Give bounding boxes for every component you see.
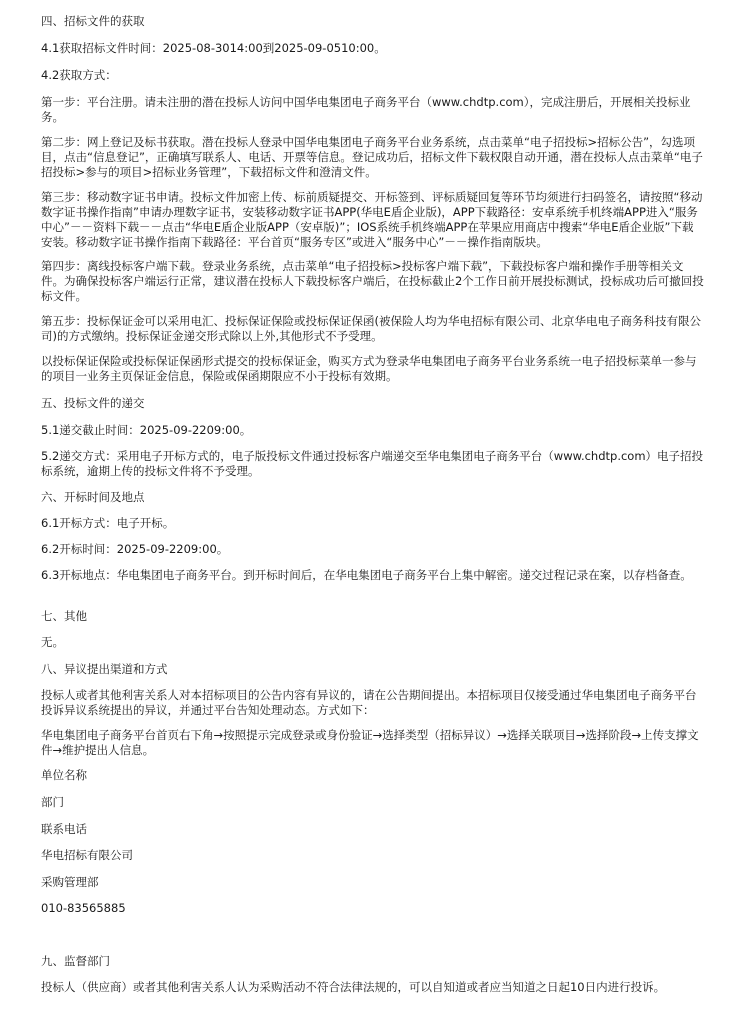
- section-5-heading: 五、投标文件的递交: [41, 396, 145, 410]
- step-3-paragraph: 第三步：移动数字证书申请。投标文件加密上传、标前质疑提交、开标签到、评标质疑回复等环节均须进行扫码签名，请按照“移动数字证书操作指南”申请办理数字证书，安装移动数字证书APP(华电E盾企业版)，APP下载路径：安卓系统手机终端APP进入“服务中心”－－资料下载－－点击“华电E盾企业版APP（安卓版)”；IOS系统手机终端APP在苹果应用商店中搜索“华电E盾企业版”下载安装。移动数字证书操作指南下载路径：平台首页“服务专区”或进入“服务中心”－－操作指南版块。: [41, 190, 703, 249]
- step-4-paragraph: 第四步：离线投标客户端下载。登录业务系统，点击菜单“电子招投标>投标客户端下载”，下载投标客户端和操作手册等相关文件。为确保投标客户端运行正常，建议潜在投标人下载投标客户端后，在投标截止2个工作日前开展投标测试，投标成功后可撤回投标文件。: [41, 259, 704, 303]
- section-6-3: 6.3开标地点：华电集团电子商务平台。到开标时间后，在华电集团电子商务平台上集中解密。递交过程记录在案，以存档备查。: [41, 568, 692, 582]
- unit-name-label: 单位名称: [41, 768, 87, 782]
- section-7-heading: 七、其他: [41, 609, 87, 623]
- section-6-1: 6.1开标方式：电子开标。: [41, 516, 175, 530]
- section-7-text: 无。: [41, 635, 64, 649]
- section-4-1: 4.1获取招标文件时间：2025-08-3014:00到2025-09-0510:00。: [41, 41, 386, 55]
- contact-phone-label: 联系电话: [41, 822, 87, 836]
- section-8-paragraph-2: 华电集团电子商务平台首页右下角→按照提示完成登录或身份验证→选择类型（招标异议）→选择关联项目→选择阶段→上传支撑文件→维护提出人信息。: [41, 728, 699, 757]
- step-5-paragraph: 第五步：投标保证金可以采用电汇、投标保证保险或投标保证保函(被保险人均为华电招标有限公司、北京华电电子商务科技有限公司)的方式缴纳。投标保证金递交形式除以上外,其他形式不予受理。: [41, 314, 701, 343]
- section-4-2: 4.2获取方式：: [41, 68, 117, 82]
- section-8-paragraph-1: 投标人或者其他利害关系人对本招标项目的公告内容有异议的，请在公告期间提出。本招标项目仅接受通过华电集团电子商务平台投诉异议系统提出的异议，并通过平台告知处理动态。方式如下：: [41, 688, 697, 717]
- section-8-heading: 八、异议提出渠道和方式: [41, 662, 168, 676]
- unit-name-value: 华电招标有限公司: [41, 848, 133, 862]
- department-value: 采购管理部: [41, 875, 99, 889]
- section-9-text: 投标人（供应商）或者其他利害关系人认为采购活动不符合法律法规的，可以自知道或者应当知道之日起10日内进行投诉。: [41, 980, 666, 994]
- guarantee-paragraph: 以投标保证保险或投标保证保函形式提交的投标保证金，购买方式为登录华电集团电子商务平台业务系统一电子招投标菜单一参与的项目一业务主页保证金信息，保险或保函期限应不小于投标有效期。: [41, 354, 697, 383]
- department-label: 部门: [41, 795, 64, 809]
- step-1-paragraph: 第一步：平台注册。请未注册的潜在投标人访问中国华电集团电子商务平台（www.chdtp.com），完成注册后，开展相关投标业务。: [41, 95, 691, 124]
- section-9-heading: 九、监督部门: [41, 954, 110, 968]
- section-6-heading: 六、开标时间及地点: [41, 490, 145, 504]
- contact-phone-value: 010-83565885: [41, 901, 126, 915]
- section-4-heading: 四、招标文件的获取: [41, 14, 145, 28]
- section-5-2: 5.2递交方式：采用电子开标方式的，电子版投标文件通过投标客户端递交至华电集团电子商务平台（www.chdtp.com）电子招投标系统，逾期上传的投标文件将不予受理。: [41, 449, 704, 478]
- step-2-paragraph: 第二步：网上登记及标书获取。潜在投标人登录中国华电集团电子商务平台业务系统，点击菜单“电子招投标>招标公告”，勾选项目，点击“信息登记”，正确填写联系人、电话、开票等信息。登记成功后，招标文件下载权限自动开通，潜在投标人点击菜单“电子招投标>参与的项目>招标业务管理”，下载招标文件和澄清文件。: [41, 135, 703, 179]
- section-6-2: 6.2开标时间：2025-09-2209:00。: [41, 542, 229, 556]
- section-5-1: 5.1递交截止时间：2025-09-2209:00。: [41, 423, 252, 437]
